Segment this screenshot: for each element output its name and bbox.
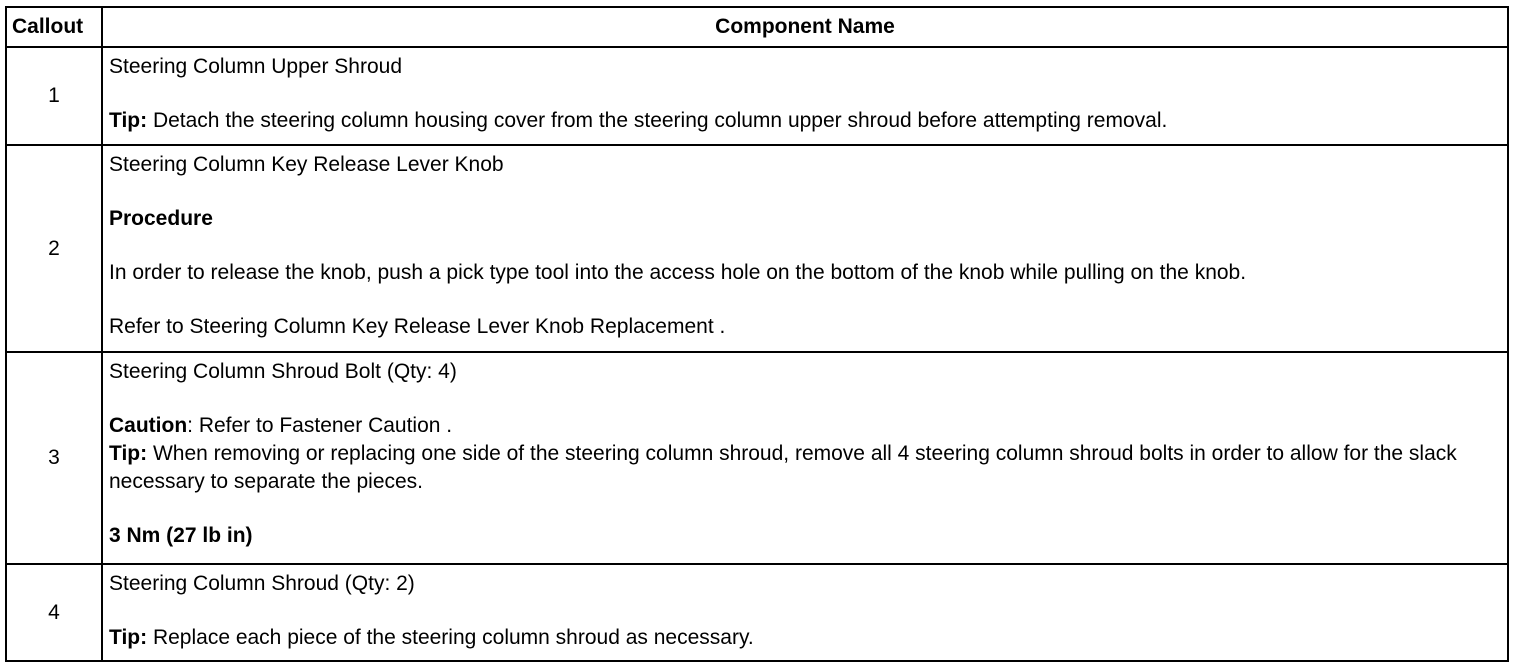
table-header-row: [6, 7, 1508, 47]
procedure-heading: Procedure: [109, 207, 213, 230]
caution-text: : Refer to Fastener Caution .: [187, 414, 453, 437]
tip-line: [109, 107, 1501, 135]
table-row: [6, 47, 1508, 145]
header-component-name: Component Name: [102, 7, 1508, 47]
component-cell: [102, 47, 1508, 145]
table-row: [6, 564, 1508, 661]
callout-number: 4: [6, 564, 102, 661]
tip-line: [109, 624, 1501, 652]
tip-label: Tip:: [109, 109, 148, 132]
tip-text: When removing or replacing one side of the steering column shroud, remove all 4 steering column shroud bolts in order to allow for the slack necessary to separate the pieces.: [109, 442, 1457, 493]
tip-line: [109, 440, 1501, 496]
tip-label: Tip:: [109, 442, 148, 465]
callout-number: 1: [6, 47, 102, 145]
procedure-text: In order to release the knob, push a pick type tool into the access hole on the bottom of the knob while pulling on the knob.: [109, 261, 1247, 284]
tip-text: Detach the steering column housing cover from the steering column upper shroud before attempting removal.: [147, 109, 1168, 132]
component-cell: [102, 564, 1508, 661]
table-row: [6, 145, 1508, 352]
refer-text: Refer to Steering Column Key Release Lever Knob Replacement .: [109, 315, 726, 338]
component-name: Steering Column Shroud Bolt (Qty: 4): [109, 360, 457, 383]
header-callout: Callout: [6, 7, 102, 47]
callout-number: 2: [6, 145, 102, 352]
tip-label: Tip:: [109, 626, 148, 649]
table-row: [6, 352, 1508, 564]
caution-line: [109, 412, 1501, 440]
component-name: Steering Column Shroud (Qty: 2): [109, 572, 415, 595]
component-table-container: [5, 6, 1509, 662]
callout-number: 3: [6, 352, 102, 564]
component-cell: [102, 145, 1508, 352]
tip-text: Replace each piece of the steering column shroud as necessary.: [147, 626, 754, 649]
component-name: Steering Column Key Release Lever Knob: [109, 153, 504, 176]
torque-spec: 3 Nm (27 lb in): [109, 524, 253, 547]
component-table: [5, 6, 1509, 662]
component-cell: [102, 352, 1508, 564]
caution-label: Caution: [109, 414, 188, 437]
component-name: Steering Column Upper Shroud: [109, 55, 402, 78]
